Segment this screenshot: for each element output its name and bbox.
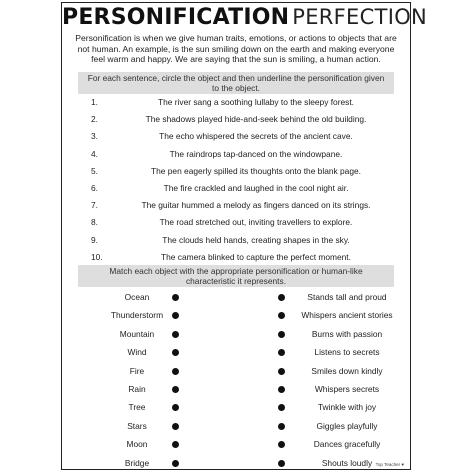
title-light: PERFECTION	[292, 5, 428, 29]
match-dot-right[interactable]	[278, 460, 285, 467]
sentence-row	[62, 149, 410, 163]
sentence-row	[62, 183, 410, 197]
sentence-number: 10.	[91, 251, 103, 262]
sentence-text[interactable]: The guitar hummed a melody as fingers danced on its strings.	[141, 200, 371, 211]
match-trait: Dances gracefully	[313, 439, 381, 450]
match-object: Mountain	[119, 328, 155, 339]
match-object: Moon	[126, 439, 148, 450]
match-row	[62, 310, 410, 326]
sentence-text[interactable]: The camera blinked to capture the perfect moment.	[161, 251, 351, 262]
match-dot-right[interactable]	[278, 331, 285, 338]
match-trait: Whispers secrets	[314, 384, 380, 394]
sentence-number: 2.	[91, 114, 98, 125]
match-dot-left[interactable]	[172, 386, 179, 393]
match-object: Tree	[128, 402, 146, 413]
match-trait: Listens to secrets	[314, 347, 380, 358]
match-trait: Shouts loudly	[321, 457, 373, 468]
instruction-banner-2: Match each object with the appropriate personification or human-like characteristic it represents.	[78, 265, 394, 287]
sentence-text[interactable]: The pen eagerly spilled its thoughts onto the blank page.	[151, 165, 361, 176]
match-dot-left[interactable]	[172, 294, 179, 301]
worksheet-title	[62, 5, 428, 35]
match-row	[62, 384, 410, 400]
match-row	[62, 402, 410, 418]
footer-brand: Top Teacher ♥	[375, 462, 404, 467]
match-dot-right[interactable]	[278, 294, 285, 301]
sentence-number: 9.	[91, 234, 98, 245]
match-object: Thunderstorm	[110, 310, 164, 321]
sentence-text[interactable]: The echo whispered the secrets of the ancient cave.	[159, 131, 353, 142]
match-trait: Whispers ancient stories	[301, 310, 393, 321]
title-bold: PERSONIFICATION	[62, 5, 290, 30]
match-dot-left[interactable]	[172, 331, 179, 338]
match-row	[62, 439, 410, 455]
sentence-number: 8.	[91, 217, 98, 228]
sentence-number: 4.	[91, 148, 98, 159]
match-row	[62, 421, 410, 437]
sentence-row	[62, 114, 410, 128]
match-object: Ocean	[124, 292, 150, 302]
match-dot-right[interactable]	[278, 312, 285, 319]
match-row	[62, 458, 410, 474]
match-trait: Smiles down kindly	[311, 365, 383, 376]
match-trait: Burns with passion	[311, 328, 383, 339]
match-object: Rain	[128, 384, 146, 394]
sentence-text[interactable]: The raindrops tap-danced on the windowpane.	[169, 148, 343, 159]
match-object: Bridge	[124, 457, 150, 468]
sentence-number: 5.	[91, 165, 98, 176]
sentence-row	[62, 131, 410, 145]
match-dot-right[interactable]	[278, 423, 285, 430]
match-object: Wind	[127, 347, 147, 358]
match-dot-right[interactable]	[278, 349, 285, 356]
sentence-number: 1.	[91, 97, 98, 107]
match-trait: Twinkle with joy	[317, 402, 377, 413]
sentence-number: 7.	[91, 200, 98, 211]
sentence-row	[62, 97, 410, 111]
match-dot-right[interactable]	[278, 441, 285, 448]
sentence-row	[62, 235, 410, 249]
sentence-text[interactable]: The shadows played hide-and-seek behind the old building.	[145, 114, 367, 125]
sentence-text[interactable]: The clouds held hands, creating shapes in the sky.	[162, 234, 350, 245]
match-row	[62, 329, 410, 345]
sentence-number: 3.	[91, 131, 98, 142]
sentence-row	[62, 200, 410, 214]
match-dot-left[interactable]	[172, 368, 179, 375]
match-trait: Giggles playfully	[316, 420, 378, 431]
sentence-text[interactable]: The fire crackled and laughed in the cool night air.	[163, 183, 349, 193]
sentence-row	[62, 166, 410, 180]
match-dot-left[interactable]	[172, 460, 179, 467]
sentence-row	[62, 217, 410, 231]
match-object: Fire	[129, 365, 145, 376]
worksheet	[61, 2, 428, 470]
match-dot-left[interactable]	[172, 423, 179, 430]
match-row	[62, 366, 410, 382]
match-dot-right[interactable]	[278, 368, 285, 375]
match-dot-right[interactable]	[278, 404, 285, 411]
sentence-text[interactable]: The river sang a soothing lullaby to the sleepy forest.	[158, 97, 354, 107]
match-dot-right[interactable]	[278, 386, 285, 393]
match-trait: Stands tall and proud	[307, 292, 387, 302]
sentence-text[interactable]: The road stretched out, inviting travellers to explore.	[159, 217, 353, 228]
match-row	[62, 347, 410, 363]
instruction-banner-1: For each sentence, circle the object and then underline the personification given to the object.	[78, 72, 394, 94]
intro-paragraph: Personification is when we give human traits, emotions, or actions to objects that are not human. An example, is the sun smiling down on the earth and making everyone feel warm and happy. We are saying that the sun is smiling, a human action.	[75, 33, 397, 65]
sentence-number: 6.	[91, 183, 98, 193]
match-object: Stars	[127, 420, 147, 431]
sentence-row	[62, 252, 410, 266]
match-row	[62, 292, 410, 308]
